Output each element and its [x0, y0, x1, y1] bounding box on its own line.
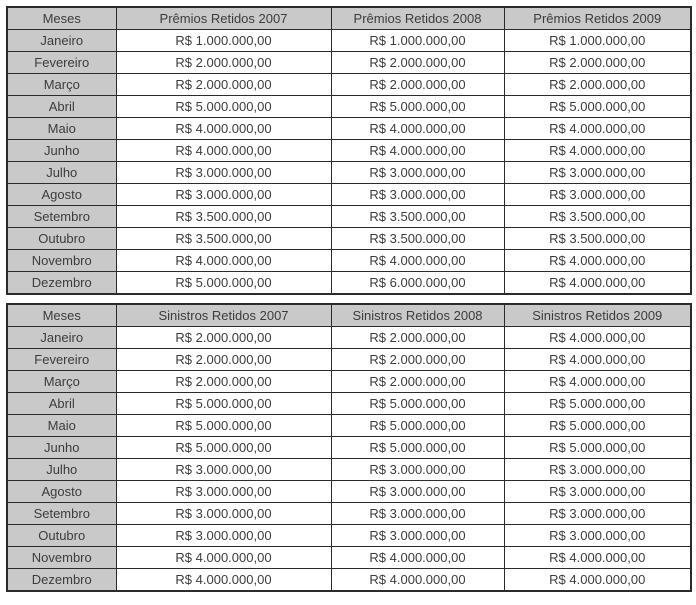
value-cell: R$ 4.000.000,00 — [331, 250, 504, 272]
value-cell: R$ 5.000.000,00 — [504, 415, 691, 437]
month-cell: Julho — [7, 162, 116, 184]
value-cell: R$ 2.000.000,00 — [504, 52, 691, 74]
table-row — [7, 30, 691, 52]
table-row — [7, 569, 691, 592]
table-row — [7, 140, 691, 162]
value-cell: R$ 1.000.000,00 — [116, 30, 331, 52]
value-cell: R$ 5.000.000,00 — [331, 393, 504, 415]
month-cell: Novembro — [7, 547, 116, 569]
value-cell: R$ 2.000.000,00 — [116, 371, 331, 393]
value-cell: R$ 5.000.000,00 — [116, 415, 331, 437]
value-cell: R$ 4.000.000,00 — [116, 140, 331, 162]
month-cell: Agosto — [7, 184, 116, 206]
value-cell: R$ 4.000.000,00 — [331, 140, 504, 162]
value-cell: R$ 4.000.000,00 — [331, 547, 504, 569]
table-row — [7, 415, 691, 437]
value-cell: R$ 3.000.000,00 — [331, 459, 504, 481]
table-row — [7, 184, 691, 206]
value-cell: R$ 4.000.000,00 — [116, 547, 331, 569]
month-cell: Maio — [7, 415, 116, 437]
table-row — [7, 52, 691, 74]
value-cell: R$ 2.000.000,00 — [331, 327, 504, 349]
value-cell: R$ 4.000.000,00 — [331, 118, 504, 140]
value-cell: R$ 3.000.000,00 — [116, 525, 331, 547]
value-cell: R$ 5.000.000,00 — [116, 96, 331, 118]
month-cell: Janeiro — [7, 327, 116, 349]
value-cell: R$ 4.000.000,00 — [504, 118, 691, 140]
value-cell: R$ 2.000.000,00 — [331, 349, 504, 371]
value-cell: R$ 3.000.000,00 — [504, 459, 691, 481]
value-cell: R$ 3.000.000,00 — [331, 184, 504, 206]
value-cell: R$ 6.000.000,00 — [331, 272, 504, 295]
value-cell: R$ 3.000.000,00 — [116, 481, 331, 503]
value-cell: R$ 5.000.000,00 — [504, 393, 691, 415]
month-cell: Novembro — [7, 250, 116, 272]
value-cell: R$ 3.000.000,00 — [504, 481, 691, 503]
value-cell: R$ 3.000.000,00 — [116, 184, 331, 206]
value-cell: R$ 1.000.000,00 — [331, 30, 504, 52]
table-row — [7, 437, 691, 459]
value-cell: R$ 2.000.000,00 — [116, 327, 331, 349]
month-cell: Agosto — [7, 481, 116, 503]
value-cell: R$ 4.000.000,00 — [504, 140, 691, 162]
value-cell: R$ 2.000.000,00 — [331, 52, 504, 74]
month-cell: Março — [7, 371, 116, 393]
value-cell: R$ 5.000.000,00 — [504, 96, 691, 118]
value-cell: R$ 2.000.000,00 — [504, 74, 691, 96]
value-cell: R$ 3.000.000,00 — [504, 162, 691, 184]
month-cell: Abril — [7, 96, 116, 118]
month-cell: Setembro — [7, 503, 116, 525]
value-cell: R$ 4.000.000,00 — [331, 569, 504, 592]
value-cell: R$ 5.000.000,00 — [504, 437, 691, 459]
value-cell: R$ 4.000.000,00 — [504, 569, 691, 592]
month-cell: Julho — [7, 459, 116, 481]
value-cell: R$ 4.000.000,00 — [504, 327, 691, 349]
value-cell: R$ 3.000.000,00 — [116, 503, 331, 525]
value-cell: R$ 3.500.000,00 — [331, 228, 504, 250]
table-row — [7, 393, 691, 415]
table-row — [7, 349, 691, 371]
month-cell: Dezembro — [7, 569, 116, 592]
value-cell: R$ 3.000.000,00 — [116, 162, 331, 184]
table-row — [7, 459, 691, 481]
month-cell: Maio — [7, 118, 116, 140]
value-cell: R$ 2.000.000,00 — [116, 74, 331, 96]
value-cell: R$ 4.000.000,00 — [504, 272, 691, 295]
value-cell: R$ 5.000.000,00 — [116, 393, 331, 415]
table-row — [7, 272, 691, 295]
value-cell: R$ 3.000.000,00 — [116, 459, 331, 481]
value-cell: R$ 3.000.000,00 — [331, 525, 504, 547]
value-cell: R$ 2.000.000,00 — [116, 349, 331, 371]
column-header: Meses — [7, 304, 116, 327]
value-cell: R$ 4.000.000,00 — [116, 118, 331, 140]
column-header: Prêmios Retidos 2009 — [504, 7, 691, 30]
value-cell: R$ 2.000.000,00 — [116, 52, 331, 74]
value-cell: R$ 3.000.000,00 — [331, 162, 504, 184]
value-cell: R$ 4.000.000,00 — [504, 250, 691, 272]
month-cell: Junho — [7, 140, 116, 162]
month-cell: Setembro — [7, 206, 116, 228]
value-cell: R$ 5.000.000,00 — [116, 272, 331, 295]
table-row — [7, 228, 691, 250]
table-row — [7, 481, 691, 503]
value-cell: R$ 5.000.000,00 — [331, 437, 504, 459]
value-cell: R$ 1.000.000,00 — [504, 30, 691, 52]
month-cell: Dezembro — [7, 272, 116, 295]
table-row — [7, 547, 691, 569]
value-cell: R$ 2.000.000,00 — [331, 74, 504, 96]
month-cell: Fevereiro — [7, 349, 116, 371]
table-row — [7, 96, 691, 118]
table-row — [7, 327, 691, 349]
value-cell: R$ 5.000.000,00 — [331, 96, 504, 118]
value-cell: R$ 3.500.000,00 — [116, 228, 331, 250]
month-cell: Abril — [7, 393, 116, 415]
column-header: Prêmios Retidos 2007 — [116, 7, 331, 30]
value-cell: R$ 4.000.000,00 — [504, 547, 691, 569]
table-row — [7, 503, 691, 525]
table-row — [7, 525, 691, 547]
header-row — [7, 304, 691, 327]
month-cell: Outubro — [7, 525, 116, 547]
value-cell: R$ 3.500.000,00 — [504, 206, 691, 228]
value-cell: R$ 3.500.000,00 — [331, 206, 504, 228]
column-header: Sinistros Retidos 2007 — [116, 304, 331, 327]
column-header: Sinistros Retidos 2008 — [331, 304, 504, 327]
table-row — [7, 74, 691, 96]
month-cell: Outubro — [7, 228, 116, 250]
value-cell: R$ 3.000.000,00 — [504, 184, 691, 206]
value-cell: R$ 3.000.000,00 — [504, 503, 691, 525]
table-row — [7, 118, 691, 140]
column-header: Prêmios Retidos 2008 — [331, 7, 504, 30]
value-cell: R$ 3.000.000,00 — [504, 525, 691, 547]
value-cell: R$ 4.000.000,00 — [504, 349, 691, 371]
header-row — [7, 7, 691, 30]
column-header: Meses — [7, 7, 116, 30]
value-cell: R$ 3.000.000,00 — [331, 503, 504, 525]
month-cell: Fevereiro — [7, 52, 116, 74]
table-row — [7, 250, 691, 272]
value-cell: R$ 4.000.000,00 — [504, 371, 691, 393]
value-cell: R$ 3.000.000,00 — [331, 481, 504, 503]
sinistros-retidos-table — [6, 303, 692, 592]
month-cell: Janeiro — [7, 30, 116, 52]
value-cell: R$ 2.000.000,00 — [331, 371, 504, 393]
value-cell: R$ 3.500.000,00 — [116, 206, 331, 228]
table-row — [7, 206, 691, 228]
month-cell: Março — [7, 74, 116, 96]
month-cell: Junho — [7, 437, 116, 459]
value-cell: R$ 5.000.000,00 — [116, 437, 331, 459]
value-cell: R$ 4.000.000,00 — [116, 569, 331, 592]
table-row — [7, 162, 691, 184]
value-cell: R$ 3.500.000,00 — [504, 228, 691, 250]
value-cell: R$ 4.000.000,00 — [116, 250, 331, 272]
value-cell: R$ 5.000.000,00 — [331, 415, 504, 437]
premios-retidos-table — [6, 6, 692, 295]
column-header: Sinistros Retidos 2009 — [504, 304, 691, 327]
table-row — [7, 371, 691, 393]
